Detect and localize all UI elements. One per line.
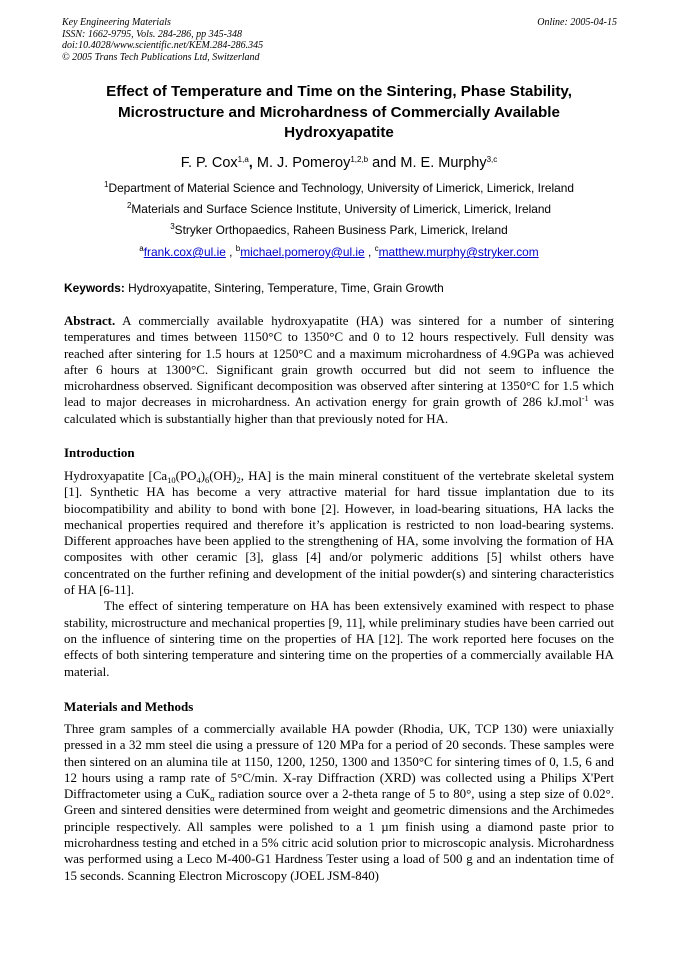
section-heading-methods: Materials and Methods	[64, 699, 194, 714]
email-link[interactable]: frank.cox@ul.ie	[143, 245, 226, 259]
author-name: M. J. Pomeroy	[256, 155, 351, 171]
copyright-line: © 2005 Trans Tech Publications Ltd, Switzerland	[62, 51, 260, 63]
email-marker: b	[235, 244, 241, 253]
affiliation	[60, 181, 618, 196]
subscript: 2	[236, 475, 241, 485]
paper-title: Effect of Temperature and Time on the Sintering, Phase Stability, Microstructure and Microhardness of Commercially Available Hydroxyapatite	[106, 83, 572, 141]
email-marker: a	[139, 244, 144, 253]
paragraph	[64, 468, 614, 598]
issn-line: ISSN: 1662-9795, Vols. 284-286, pp 345-348	[62, 28, 242, 40]
text-run: (PO	[175, 469, 197, 483]
journal-header	[62, 17, 617, 63]
email-list: $^a$frank.cox@ul.ie , $^b$michael.pomeroy@ul.ie , $^c$matthew.murphy@stryker.com	[139, 244, 539, 259]
subscript: 6	[204, 475, 210, 485]
affiliation	[60, 202, 618, 217]
section-heading-introduction: Introduction	[64, 445, 135, 460]
text-run: Hydroxyapatite [Ca	[64, 469, 168, 483]
subscript: α	[210, 793, 215, 804]
introduction-body	[64, 468, 614, 680]
paragraph	[64, 721, 614, 884]
author-affiliation-marker: 3,c	[486, 155, 498, 164]
email-link[interactable]: michael.pomeroy@ul.ie	[240, 245, 365, 259]
author-affiliation-marker: 1,a	[237, 155, 249, 164]
affiliation-text: Materials and Surface Science Institute, University of Limerick, Limerick, Ireland	[131, 202, 552, 216]
author-separator: ,	[248, 155, 253, 171]
author-affiliation-marker: 1,2,b	[350, 155, 369, 164]
abstract	[64, 313, 614, 427]
affiliation-text: Department of Material Science and Technology, University of Limerick, Limerick, Ireland	[108, 181, 574, 195]
paragraph: The effect of sintering temperature on HA has been extensively examined with respect to phase stability, microstructure and mechanical properties [9, 11], while preliminary studies have been carried out on the influence of sintering time on the properties of HA [12]. The work reported here focuses on the effects of both sintering temperature and sintering time on the properties of a commercially available HA material.	[64, 599, 614, 679]
author-name: M. E. Murphy	[400, 155, 487, 171]
abstract-label: Abstract.	[64, 314, 116, 328]
doi-line: doi:10.4028/www.scientific.net/KEM.284-286.345	[62, 40, 264, 52]
subscript: 4	[196, 475, 201, 485]
abstract-superscript: -1	[581, 394, 589, 404]
affiliation-marker: 3	[170, 222, 175, 231]
email-link[interactable]: matthew.murphy@stryker.com	[378, 245, 539, 259]
abstract-text: A commercially available hydroxyapatite (HA) was sintered for a number of sintering temperatures and times between 1150°C to 1350°C and 0 to 12 hours respectively. Full density was reached after sintering for 1.5 hours at 1250°C and a maximum microhardness of 4.9GPa was achieved after 6 hours at 1300°C. Significant grain growth occurred but did not seem to influence the microhardness observed. Significant decomposition was observed after sintering at 1350°C for 1.5 which lead to major decreases in microhardness. An activation energy for grain growth of 286 kJ.mol	[64, 314, 614, 410]
text-run: )	[200, 469, 205, 483]
keywords-label: Keywords:	[64, 281, 125, 295]
text-run: Three gram samples of a commercially available HA powder (Rhodia, UK, TCP 130) were uniaxially pressed in a 32 mm steel die using a pressure of 120 MPa for a period of 20 seconds. These samples were then sintered on an alumina tile at 1150, 1200, 1250, 1300 and 1350°C for sintering times of 0, 1.5, 6 and 12 hours using a ramp rate of 5°C/min. X-ray Diffraction (XRD) was collected using a Philips X'Pert Diffractometer using a CuK	[64, 722, 614, 802]
keywords-text: Hydroxyapatite, Sintering, Temperature, Time, Grain Growth	[128, 281, 444, 295]
text-run: , HA] is the main mineral constituent of the vertebrate skeletal system [1]. Synthetic HA has become a very attractive material for hard tissue implantation due to its biocompatibility and ability to bond with bone [2]. However, in load-bearing situations, HA lacks the mechanical properties required and therefore it’s application is restricted to non load-bearing systems. Different approaches have been applied to the strengthening of HA, some involving the formation of HA composites with other ceramic [3], glass [4] and/or polymeric additions [5] whilst others have concentrated on the further refining and development of the initial powder(s) and sintering characteristics of HA [6-11].	[64, 469, 614, 598]
email-marker: c	[374, 244, 379, 253]
online-date: Online: 2005-04-15	[537, 17, 617, 28]
abstract-text: was calculated which is substantially higher than that previously noted for HA.	[64, 395, 614, 426]
affiliation	[60, 223, 618, 238]
affiliation-marker: 1	[104, 180, 109, 189]
author-separator: and	[372, 155, 397, 171]
author-list	[60, 154, 618, 172]
text-run: radiation source over a 2-theta range of 5 to 80°, using a step size of 0.02°. Green and sintered densities were determined from weight and geometric dimensions and the Archimedes principle respectively. All samples were polished to a 1 µm finish using a diamond paste prior to microhardness testing and etched in a 5% citric acid solution prior to microscopic analysis. Microhardness was performed using a Leco M-400-G1 Hardness Tester using a load of 500 g and an indentation time of 15 seconds. Scanning Electron Microscopy (JOEL JSM-840)	[64, 787, 614, 883]
affiliation-marker: 2	[126, 201, 132, 210]
journal-name: Key Engineering Materials	[62, 17, 171, 28]
keywords	[64, 281, 616, 296]
author-name: F. P. Cox	[180, 155, 238, 171]
subscript: 10	[167, 475, 176, 485]
text-run: (OH)	[209, 469, 237, 483]
methods-body	[64, 721, 614, 884]
affiliation-text: Stryker Orthopaedics, Raheen Business Park, Limerick, Ireland	[174, 223, 508, 237]
